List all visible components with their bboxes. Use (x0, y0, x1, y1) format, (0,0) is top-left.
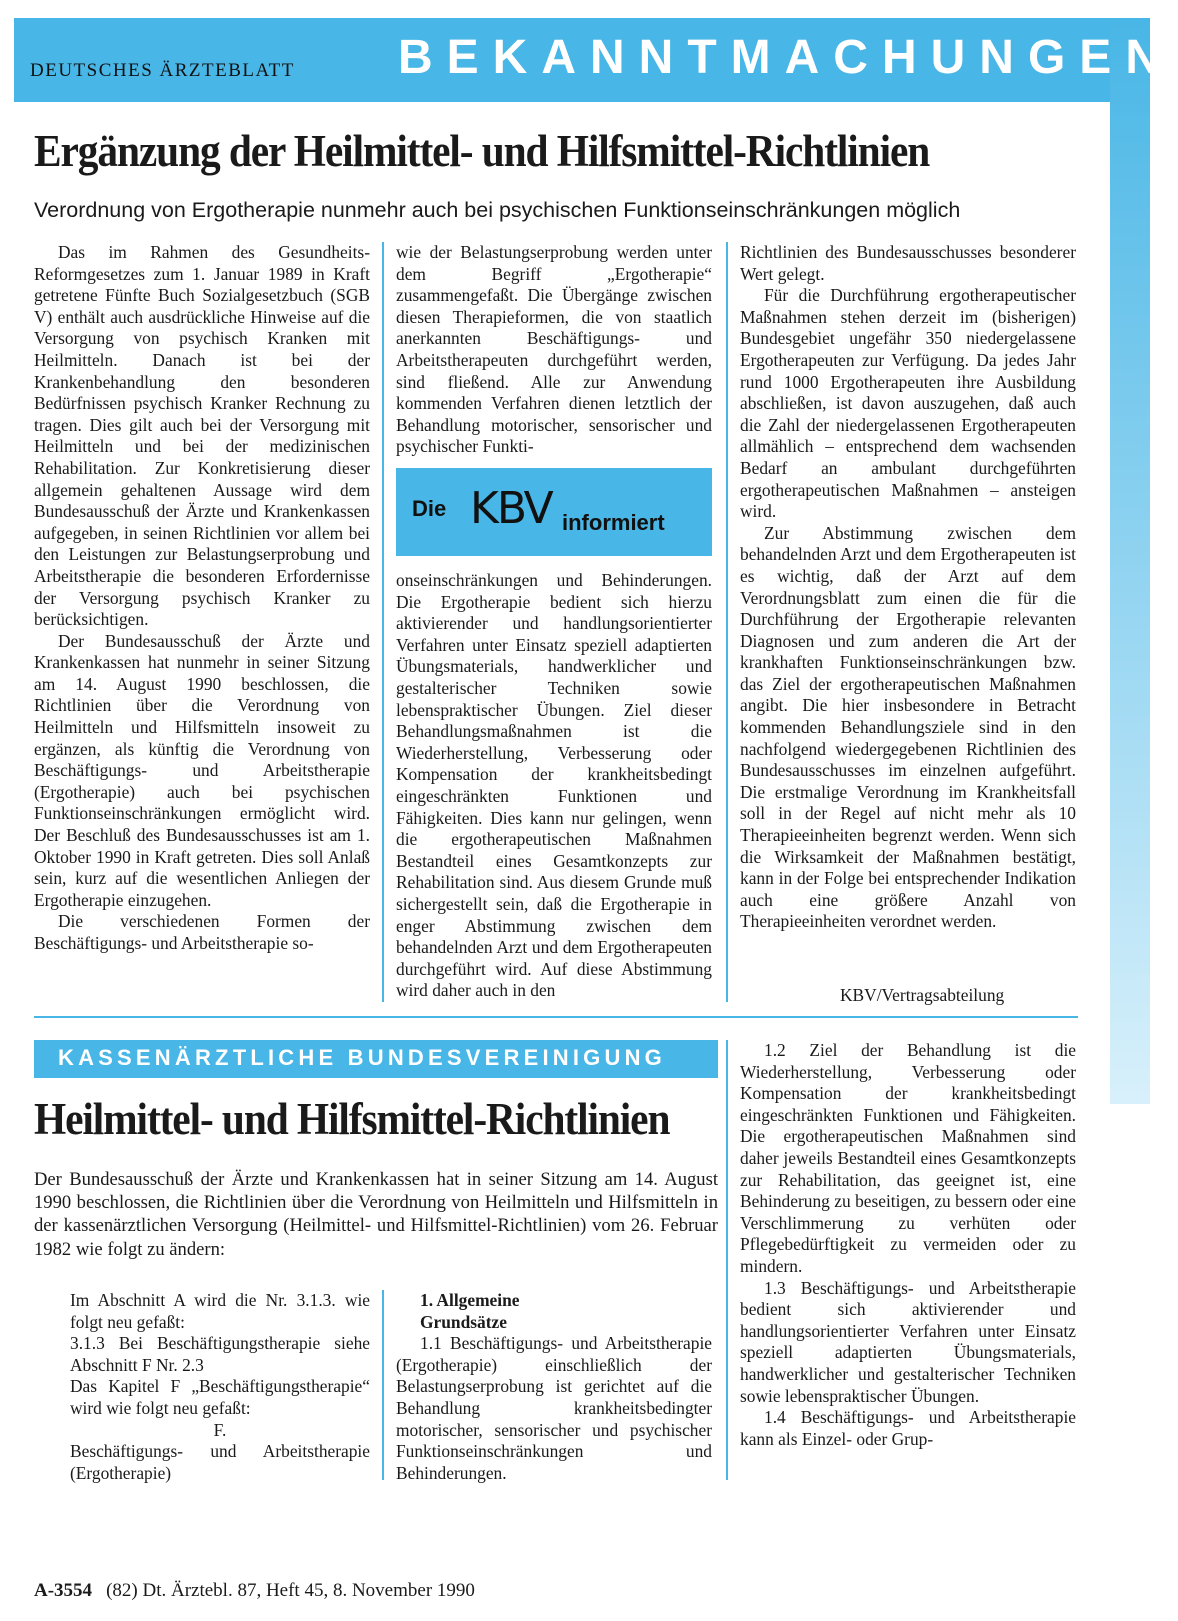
kbv-banner-text: KASSENÄRZTLICHE BUNDESVEREINIGUNG (58, 1045, 666, 1070)
kbv-logo: KBV (470, 483, 552, 534)
paragraph: Das Kapitel F „Beschäftigungstherapie“ wird wie folgt neu gefaßt: (70, 1376, 370, 1418)
section-heading: 1. Allgemeine (420, 1290, 520, 1310)
guidelines-column-1 (70, 1290, 370, 1484)
paragraph: F. (213, 1419, 227, 1440)
paragraph: Richtlinien des Bundesausschusses besonderer Wert gelegt. (740, 242, 1076, 284)
journal-name: DEUTSCHES ÄRZTEBLATT (30, 60, 295, 81)
decorative-side-band (1110, 18, 1150, 1104)
article1-column-2-top (396, 242, 712, 458)
column-divider (726, 242, 728, 1002)
paragraph: Der Bundesausschuß der Ärzte und Krankenkassen hat nunmehr in seiner Sitzung am 14. August 1990 beschlossen, die Richtlinien über die Verordnung von Heilmitteln und Hilfsmitteln insoweit zu ergänzen, als künftig die Verordnung von Beschäftigungs- und Arbeitstherapie (Ergotherapie) auch bei psychischen Funktionseinschränkungen ermöglicht wird. Der Beschluß des Bundesausschusses ist am 1. Oktober 1990 in Kraft getreten. Dies soll Anlaß sein, kurz auf die wesentlichen Anliegen der Ergotherapie einzugehen. (34, 630, 370, 910)
paragraph: Im Abschnitt A wird die Nr. 3.1.3. wie folgt neu gefaßt: (70, 1290, 370, 1332)
kbv-box-informiert: informiert (562, 510, 665, 535)
article1-column-2-bottom (396, 570, 712, 1002)
paragraph: Der Bundesausschuß der Ärzte und Krankenkassen hat in seiner Sitzung am 14. August 1990 beschlossen, die Richtlinien über die Verordnung von Heilmitteln und Hilfsmitteln in der kassenärztlichen Versorgung (Heilmittel- und Hilfsmittel-Richtlinien) vom 26. Februar 1982 wie folgt zu ändern: (34, 1169, 718, 1260)
page-number: A-3554 (34, 1580, 93, 1601)
guidelines-intro (34, 1168, 718, 1261)
guidelines-title: Heilmittel- und Hilfsmittel-Richtlinien (34, 1094, 670, 1144)
article-subtitle: Verordnung von Ergotherapie nunmehr auch bei psychischen Funktionseinschränkungen möglich (34, 198, 961, 222)
section-banner: BEKANNTMACHUNGEN (398, 31, 1174, 84)
article-signature: KBV/Vertragsabteilung (840, 985, 1005, 1005)
guidelines-column-3 (740, 1040, 1076, 1450)
kbv-box-die: Die (412, 496, 447, 521)
article1-column-1 (34, 242, 370, 955)
paragraph: 1.4 Beschäftigungs- und Arbeitstherapie kann als Einzel- oder Grup- (740, 1407, 1076, 1449)
paragraph: 1.2 Ziel der Behandlung ist die Wiederherstellung, Verbesserung oder Kompensation der krankheitsbedingt eingeschränkten Funktionen und Fähigkeiten. Die ergotherapeutischen Maßnahmen sind daher jeweils Bestandteil eines Gesamtkonzepts zur Rehabilitation, das geeignet ist, eine Behinderung zu beseitigen, zu bessern oder eine Verschlimmerung zu verhüten oder Pflegebedürftigkeit zu vermeiden oder zu mindern. (740, 1040, 1076, 1276)
column-divider (382, 242, 384, 1002)
column-divider (726, 1040, 728, 1480)
paragraph: Zur Abstimmung zwischen dem behandelnden Arzt und dem Ergotherapeuten ist es wichtig, daß der Arzt auf dem Verordnungsblatt zum einen die für die Durchführung der Ergotherapie relevanten Diagnosen und zum anderen die Art der krankhaften Funktionseinschränkungen bzw. das Ziel der ergotherapeutischen Maßnahmen angibt. Die hier insbesondere in Betracht kommenden Behandlungsziele sind in den nachfolgend wiedergegebenen Richtlinien des Bundesausschusses im einzelnen aufgeführt. Die erstmalige Verordnung im Krankheitsfall soll in der Regel auf nicht mehr als 10 Therapieeinheiten begrenzt werden. Wenn sich die Wirksamkeit der Maßnahmen bestätigt, kann in der Folge bei entsprechender Indikation auch eine größere Anzahl von Therapieeinheiten verordnet werden. (740, 522, 1076, 932)
column-divider (382, 1290, 384, 1480)
section-heading: Grundsätze (420, 1311, 507, 1332)
paragraph: Das im Rahmen des Gesundheits-Reformgesetzes zum 1. Januar 1989 in Kraft getretene Fünfte Buch Sozialgesetzbuch (SGB V) enthält auch ausdrückliche Hinweise auf die Versorgung von psychisch Kranken mit Heilmitteln. Danach ist bei der Krankenbehandlung den besonderen Bedürfnissen psychisch Kranker Rechnung zu tragen. Dies gilt auch bei der Versorgung mit Heilmitteln und bei der medizinischen Rehabilitation. Zur Konkretisierung dieser allgemein gehaltenen Aussage wird dem Bundesausschuß der Ärzte und Krankenkassen aufgegeben, in seinen Richtlinien vor allem bei den Leistungen zur Belastungserprobung und Arbeitstherapie die besonderen Erfordernisse der Versorgung psychisch Kranker zu berücksichtigen. (34, 242, 370, 630)
paragraph: Für die Durchführung ergotherapeutischer Maßnahmen stehen derzeit im (bisherigen) Bundesgebiet ungefähr 350 niedergelassene Ergotherapeuten zur Verfügung. Da jedes Jahr rund 1000 Ergotherapeuten ihre Ausbildung abschließen, ist davon auszugehen, daß auch die Zahl der niedergelassenen Ergotherapeuten allmählich – entsprechend dem wachsenden Bedarf an ambulant durchgeführten ergotherapeutischen Maßnahmen – ansteigen wird. (740, 285, 1076, 522)
paragraph: onseinschränkungen und Behinderungen. Die Ergotherapie bedient sich hierzu aktivierender und handlungsorientierter Verfahren unter Einsatz speziell adaptierten Übungsmaterials, handwerklicher und gestalterischer Techniken sowie lebenspraktischer Übungen. Ziel dieser Behandlungsmaßnahmen ist die Wiederherstellung, Verbesserung oder Kompensation der krankheitsbedingt eingeschränkten Funktionen und Fähigkeiten. Dies kann nur gelingen, wenn die ergotherapeutischen Maßnahmen Bestandteil eines Gesamtkonzepts zur Rehabilitation sind. Aus diesem Grunde muß sichergestellt sein, daß die Ergotherapie in enger Abstimmung zwischen dem behandelnden Arzt und dem Ergotherapeuten durchgeführt wird. Auf diese Abstimmung wird daher auch in den (396, 570, 712, 1001)
article1-column-3 (740, 242, 1076, 933)
paragraph: 3.1.3 Bei Beschäftigungstherapie siehe Abschnitt F Nr. 2.3 (70, 1333, 370, 1375)
paragraph: wie der Belastungserprobung werden unter dem Begriff „Ergotherapie“ zusammengefaßt. Die Übergänge zwischen diesen Therapieformen, die von staatlich anerkannten Beschäftigungs- und Arbeitstherapeuten durchgeführt werden, sind fließend. Alle zur Anwendung kommenden Verfahren dienen letztlich der Behandlung motorischer, sensorischer und psychischer Funkti- (396, 242, 712, 457)
guidelines-column-2 (396, 1290, 712, 1484)
paragraph: 1.3 Beschäftigungs- und Arbeitstherapie bedient sich aktivierender und handlungsorientierter Verfahren unter Einsatz speziell adaptierten Übungsmaterials, handwerklicher und gestalterischer Techniken sowie lebenspraktischer Übungen. (740, 1277, 1076, 1406)
page-footer (34, 1580, 475, 1602)
citation: (82) Dt. Ärztebl. 87, Heft 45, 8. November 1990 (106, 1580, 475, 1601)
paragraph: 1.1 Beschäftigungs- und Arbeitstherapie (Ergotherapie) einschließlich der Belastungserprobung ist gerichtet auf die Behandlung krankheitsbedingter motorischer, sensorischer und psychischer Funktionseinschränkungen und Behinderungen. (396, 1333, 712, 1483)
article-title: Ergänzung der Heilmittel- und Hilfsmittel-Richtlinien (34, 126, 930, 176)
paragraph: Beschäftigungs- und Arbeitstherapie (Ergotherapie) (70, 1441, 370, 1483)
section-divider (34, 1016, 1078, 1018)
paragraph: Die verschiedenen Formen der Beschäftigungs- und Arbeitstherapie so- (34, 911, 370, 953)
